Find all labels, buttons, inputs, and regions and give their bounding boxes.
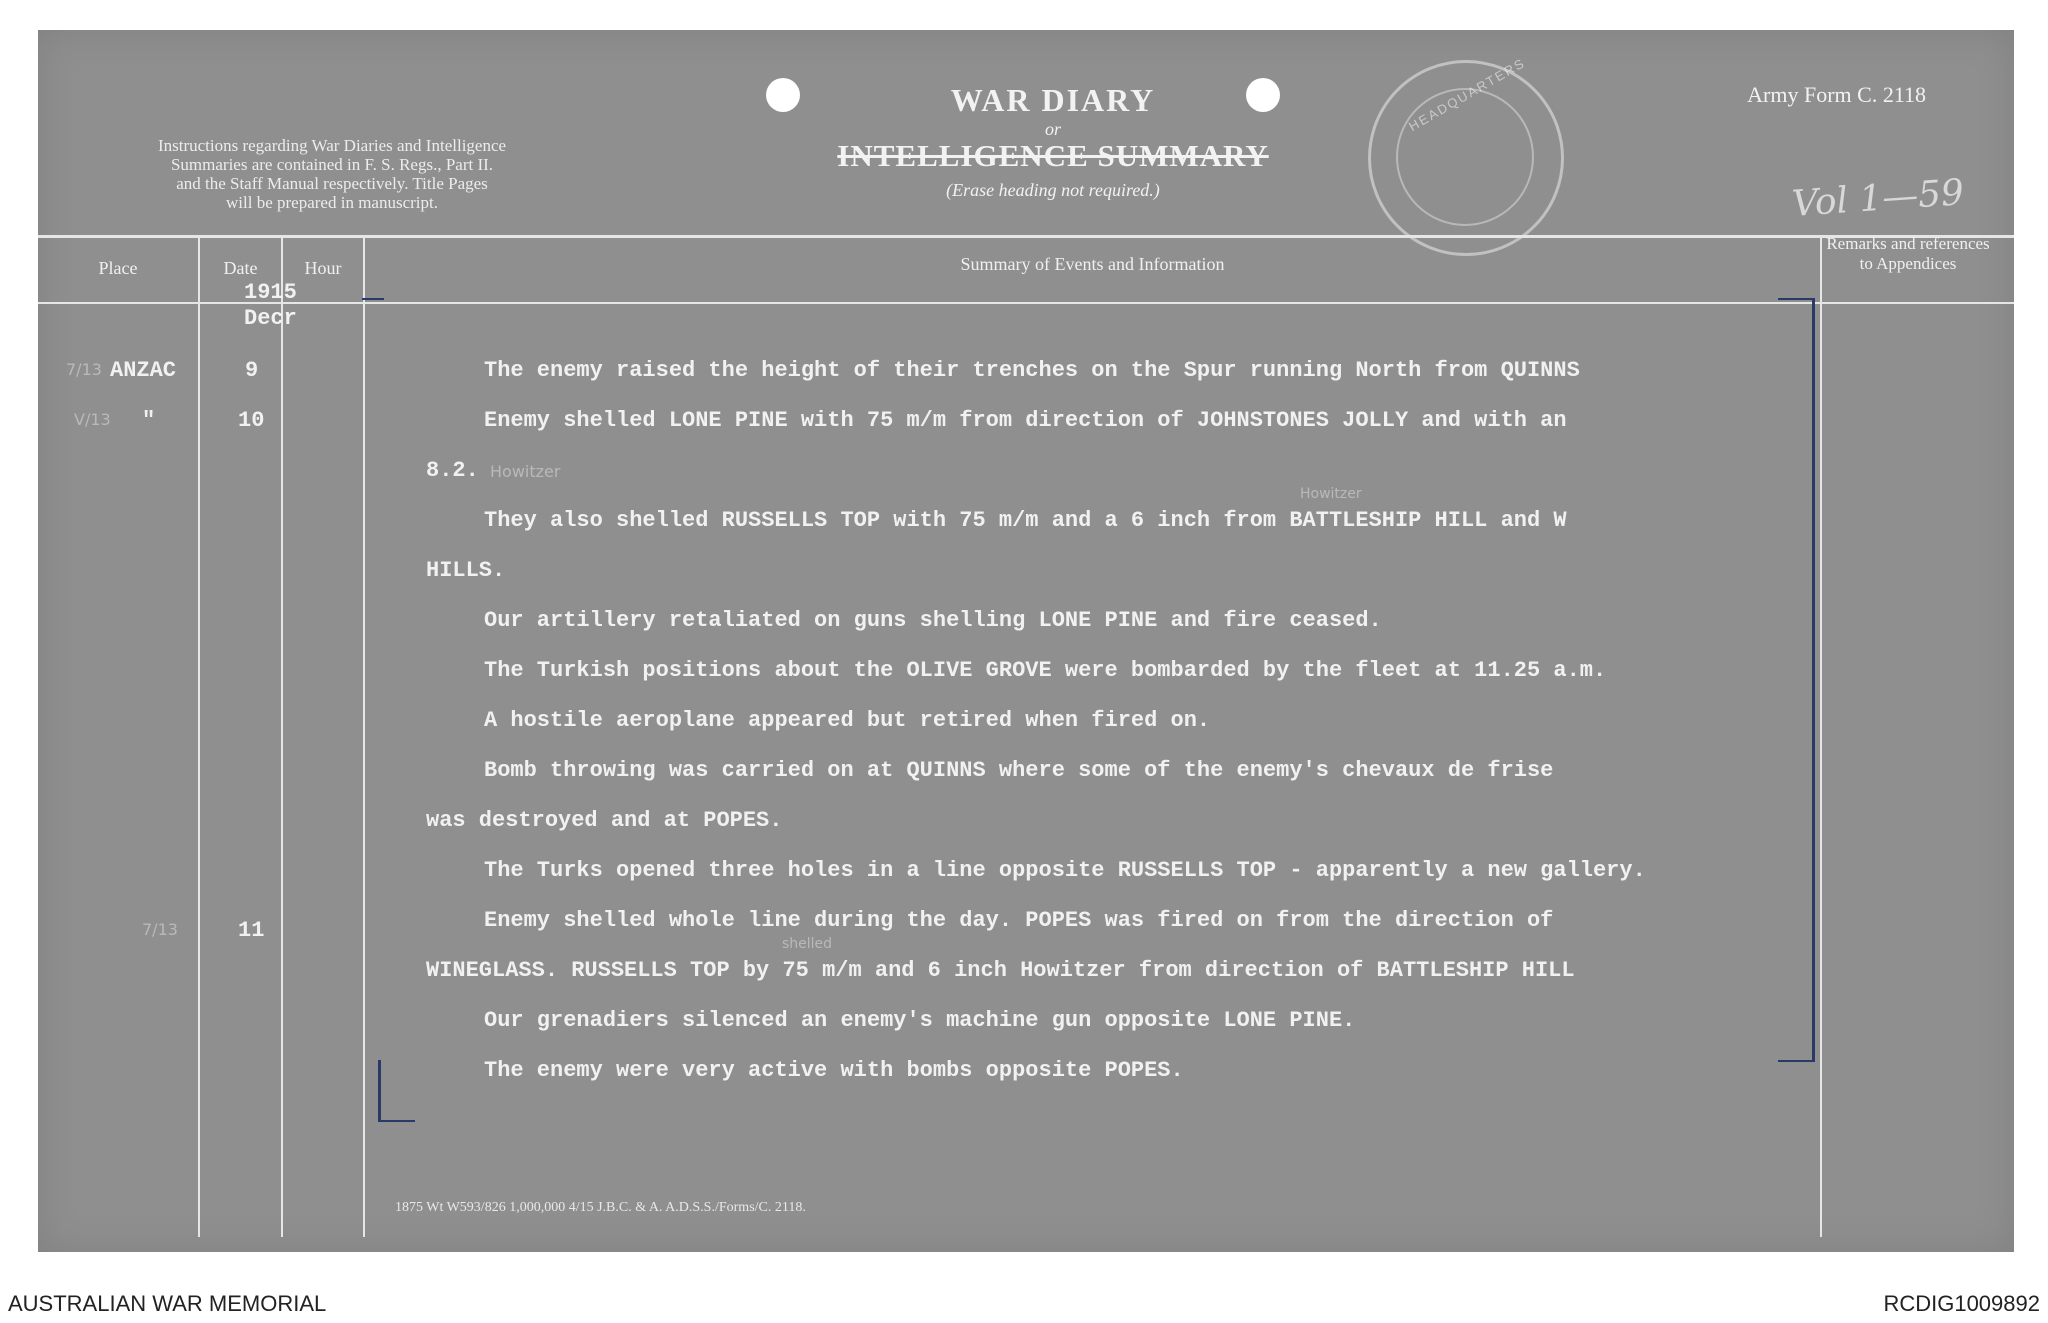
stamp-text: HEADQUARTERS — [1406, 54, 1529, 135]
summary-line: WINEGLASS. RUSSELLS TOP by 75 m/m and 6 inch Howitzer from direction of BATTLESHIP HILL — [426, 958, 1575, 983]
place-pencil-mark: 7/13 — [66, 360, 102, 379]
column-divider — [198, 237, 200, 1237]
instructions-text — [82, 136, 582, 212]
date-entry: 9 — [245, 358, 259, 383]
title-war-diary: WAR DIARY — [950, 82, 1156, 118]
volume-annotation: Vol 1—59 — [1790, 172, 1966, 225]
title-erase-note: (Erase heading not required.) — [946, 180, 1160, 200]
summary-line: 8.2. — [426, 458, 479, 483]
summary-line: was destroyed and at POPES. — [426, 808, 783, 833]
pencil-howitzer-note: Howitzer — [1300, 486, 1362, 502]
instructions-line: Summaries are contained in F. S. Regs., Part II. — [170, 155, 494, 174]
summary-line: The enemy raised the height of their trenches on the Spur running North from QUINNS — [484, 358, 1580, 383]
stamp-inner-ring — [1396, 88, 1534, 226]
form-title — [738, 82, 1368, 201]
summary-line: Bomb throwing was carried on at QUINNS where some of the enemy's chevaux de frise — [484, 758, 1554, 783]
bracket-mark — [1778, 298, 1815, 1062]
pencil-shelled-note: shelled — [782, 936, 833, 952]
headquarters-stamp — [1368, 54, 1564, 256]
army-form-number: Army Form C. 2118 — [1747, 82, 1926, 107]
summary-line: They also shelled RUSSELLS TOP with 75 m/m and a 6 inch from BATTLESHIP HILL and W — [484, 508, 1567, 533]
summary-line: The enemy were very active with bombs opposite POPES. — [484, 1058, 1184, 1083]
year: 1915 — [244, 280, 297, 305]
bracket-mark — [362, 298, 384, 300]
column-divider — [363, 237, 365, 1237]
summary-line: The Turks opened three holes in a line opposite RUSSELLS TOP - apparently a new gallery. — [484, 858, 1646, 883]
summary-line: Enemy shelled LONE PINE with 75 m/m from direction of JOHNSTONES JOLLY and with an — [484, 408, 1567, 433]
place-entry: ANZAC — [110, 358, 177, 383]
pencil-howitzer-note: Howitzer — [490, 462, 561, 481]
summary-line: Our grenadiers silenced an enemy's machine gun opposite LONE PINE. — [484, 1008, 1356, 1033]
summary-line: A hostile aeroplane appeared but retired when fired on. — [484, 708, 1211, 733]
place-entry: " — [142, 408, 156, 433]
title-or: or — [1044, 119, 1061, 139]
summary-line: Our artillery retaliated on guns shelling LONE PINE and fire ceased. — [484, 608, 1382, 633]
footer-reference: RCDIG1009892 — [1883, 1291, 2040, 1316]
header-rule — [38, 235, 2014, 238]
summary-line: The Turkish positions about the OLIVE GROVE were bombarded by the fleet at 11.25 a.m. — [484, 658, 1607, 683]
footer-credit: AUSTRALIAN WAR MEMORIAL — [8, 1291, 327, 1316]
instructions-line: will be prepared in manuscript. — [226, 193, 438, 212]
column-divider — [281, 237, 283, 1237]
column-divider — [1820, 237, 1822, 1237]
place-pencil-mark: V/13 — [74, 410, 111, 429]
col-summary: Summary of Events and Information — [960, 254, 1225, 274]
printer-imprint: 1875 Wt W593/826 1,000,000 4/15 J.B.C. & A. A.D.S.S./Forms/C. 2118. — [395, 1200, 806, 1215]
col-hour: Hour — [304, 258, 342, 278]
title-intelligence-summary: INTELLIGENCE SUMMARY — [837, 138, 1269, 173]
col-place: Place — [98, 258, 138, 278]
month: Decr — [244, 306, 297, 331]
bracket-mark — [378, 1060, 415, 1122]
instructions-line: and the Staff Manual respectively. Title Pages — [176, 174, 488, 193]
place-pencil-mark: 7/13 — [142, 920, 178, 939]
date-entry: 10 — [238, 408, 265, 433]
summary-line: HILLS. — [426, 558, 506, 583]
col-date: Date — [223, 258, 258, 278]
col-remarks: Remarks and references to Appendices — [1826, 234, 1990, 273]
instructions-line: Instructions regarding War Diaries and Intelligence — [157, 136, 507, 155]
column-head-rule — [38, 302, 2014, 304]
diary-page — [38, 30, 2014, 1252]
date-entry: 11 — [238, 918, 265, 943]
summary-line: Enemy shelled whole line during the day. POPES was fired on from the direction of — [484, 908, 1554, 933]
